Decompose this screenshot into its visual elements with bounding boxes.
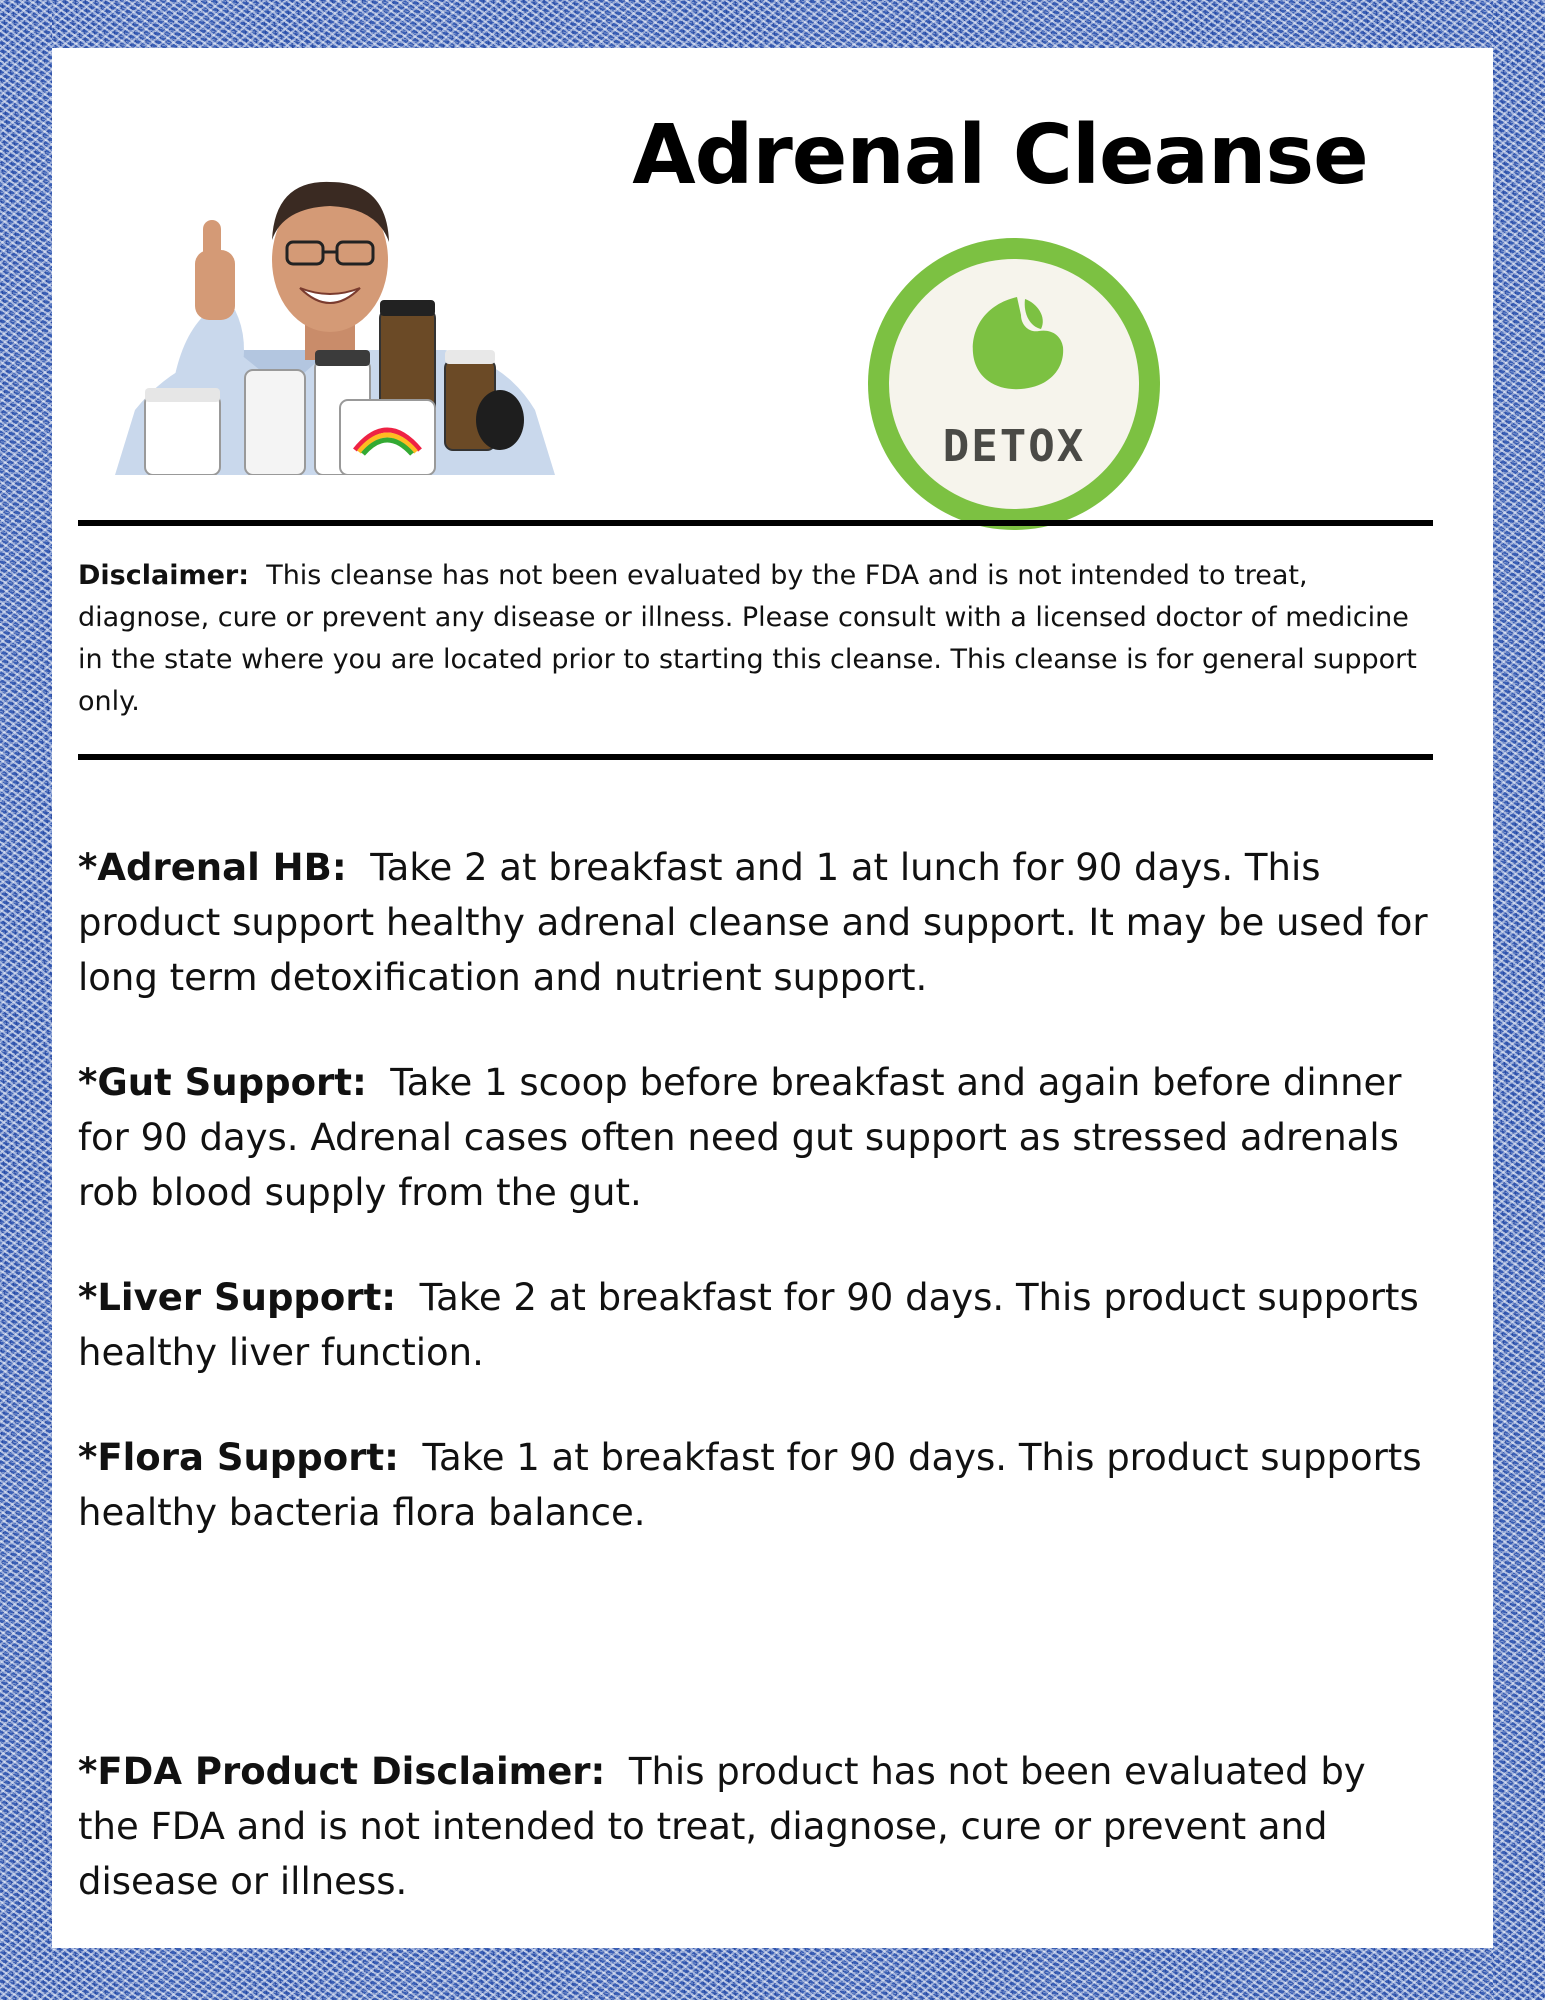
instruction-text: Take 2 at breakfast for 90 days. This product supports healthy liver function. — [78, 1276, 1419, 1374]
instruction-flora-support — [78, 1430, 1438, 1540]
instruction-adrenal-hb — [78, 840, 1438, 1005]
instruction-label: *Flora Support: — [78, 1436, 399, 1479]
page-title: Adrenal Cleanse — [632, 108, 1368, 203]
instruction-label: *Gut Support: — [78, 1061, 367, 1104]
frame-border-right — [1493, 0, 1545, 2000]
divider-bottom — [78, 754, 1433, 760]
fda-product-disclaimer — [78, 1744, 1438, 1909]
instruction-text: Take 1 scoop before breakfast and again before dinner for 90 days. Adrenal cases often need gut support as stressed adrenals rob blood supply from the gut. — [78, 1061, 1402, 1214]
detox-badge-inner — [889, 259, 1139, 509]
frame-border-bottom — [0, 1948, 1545, 2000]
divider-top — [78, 520, 1433, 526]
person-with-supplements-photo — [115, 160, 555, 475]
cleanse-disclaimer-label: Disclaimer: — [78, 560, 250, 591]
fda-disclaimer-text: This product has not been evaluated by the FDA and is not intended to treat, diagnose, cure or prevent and disease or illness. — [78, 1750, 1366, 1903]
instruction-gut-support — [78, 1055, 1438, 1220]
product-instructions-list — [78, 840, 1438, 1590]
detox-badge — [868, 238, 1160, 530]
frame-border-left — [0, 0, 52, 2000]
instruction-text: Take 1 at breakfast for 90 days. This product supports healthy bacteria flora balance. — [78, 1436, 1422, 1534]
instruction-liver-support — [78, 1270, 1438, 1380]
leaf-icon — [965, 291, 1069, 395]
cleanse-disclaimer-text: This cleanse has not been evaluated by the FDA and is not intended to treat, diagnose, cure or prevent any disease or illness. Please consult with a licensed doctor of medicine in the state where you are located prior to starting this cleanse. This cleanse is for general support only. — [78, 560, 1417, 717]
instruction-text: Take 2 at breakfast and 1 at lunch for 90 days. This product support healthy adrenal cleanse and support. It may be used for long term detoxification and nutrient support. — [78, 846, 1428, 999]
frame-border-top — [0, 0, 1545, 48]
detox-badge-label: DETOX — [942, 421, 1086, 472]
fda-disclaimer-label: *FDA Product Disclaimer: — [78, 1750, 606, 1793]
instruction-label: *Liver Support: — [78, 1276, 397, 1319]
cleanse-disclaimer — [78, 555, 1438, 723]
instruction-label: *Adrenal HB: — [78, 846, 347, 889]
